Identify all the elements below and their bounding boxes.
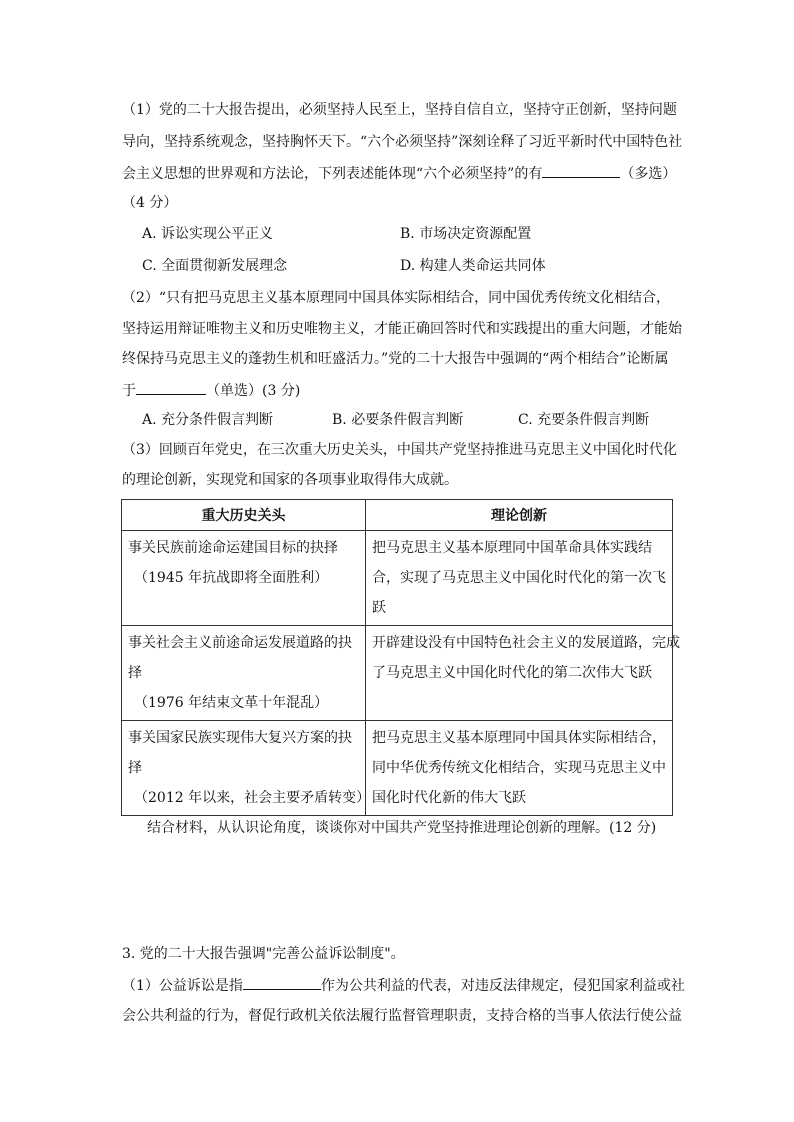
table-row [122, 721, 673, 816]
table-cell-innovation [366, 531, 673, 626]
table-cell-juncture [122, 721, 371, 816]
q1-score: （4 分） [122, 195, 178, 211]
table-row [122, 531, 673, 626]
q1-option-c: C. 全面贯彻新发展理念 [142, 258, 288, 274]
cell-text: 择 [128, 665, 142, 681]
table-cell-juncture [122, 626, 366, 721]
q2-option-a: A. 充分条件假言判断 [142, 412, 274, 428]
cell-text: 把马克思主义基本原理同中国具体实际相结合， [372, 730, 666, 746]
cell-text: 同中华优秀传统文化相结合，实现马克思主义中 [372, 760, 666, 776]
q2-line-1: （2）“只有把马克思主义基本原理同中国具体实际相结合，同中国优秀传统文化相结合， [122, 290, 671, 306]
table-header-innovation: 理论创新 [366, 500, 673, 531]
cell-text: 了马克思主义中国化时代化的第二次伟大飞跃 [372, 665, 652, 681]
q2-line-3: 终保持马克思主义的蓬勃生机和旺盛活力。”党的二十大报告中强调的“两个相结合”论断属 [122, 351, 669, 367]
cell-text: 事关民族前途命运建国目标的抉择 [128, 540, 338, 556]
q3-prompt: 结合材料，从认识论角度，谈谈你对中国共产党坚持推进理论创新的理解。(12 分) [147, 820, 657, 836]
cell-text: （1976 年结束文革十年混乱） [134, 695, 329, 711]
table-header-row [122, 500, 673, 531]
cell-text: 开辟建设没有中国特色社会主义的发展道路，完成 [372, 635, 680, 651]
q3-line-2: 的理论创新，实现党和国家的各项事业取得伟大成就。 [122, 472, 458, 488]
q2-line-2: 坚持运用辩证唯物主义和历史唯物主义，才能正确回答时代和实践提出的重大问题，才能始 [122, 321, 682, 337]
cell-text: （1945 年抗战即将全面胜利） [134, 570, 329, 586]
q2-option-c: C. 充要条件假言判断 [518, 412, 650, 428]
q1-option-b: B. 市场决定资源配置 [400, 226, 532, 242]
q3b-line-2: 会公共利益的行为，督促行政机关依法履行监督管理职责，支持合格的当事人依法行使公益 [122, 1008, 682, 1024]
table-row [122, 626, 673, 721]
table-header-junctures: 重大历史关头 [122, 500, 366, 531]
table-cell-innovation [366, 721, 673, 816]
cell-text: 事关社会主义前途命运发展道路的抉 [128, 635, 352, 651]
table-cell-juncture [122, 531, 366, 626]
q2-line-4 [122, 380, 300, 401]
cell-text: 择 [128, 760, 142, 776]
q1-line-1: （1）党的二十大报告提出，必须坚持人民至上，坚持自信自立，坚持守正创新，坚持问题 [122, 102, 677, 118]
q2-line-4-prefix: 于 [122, 383, 136, 399]
history-table [121, 499, 680, 816]
cell-text: （2012 年以来，社会主要矛盾转变） [134, 790, 371, 806]
cell-text: 合，实现了马克思主义中国化时代化的第一次飞 [372, 570, 666, 586]
q1-line-3-text: 会主义思想的世界观和方法论，下列表述能体现“六个必须坚持”的有 [122, 166, 543, 182]
q3b-title: 3. 党的二十大报告强调"完善公益诉讼制度"。 [122, 946, 405, 962]
q1-line-2: 导向，坚持系统观念，坚持胸怀天下。“六个必须坚持”深刻诠释了习近平新时代中国特色社 [122, 134, 683, 150]
q1-option-a: A. 诉讼实现公平正义 [142, 226, 274, 242]
cell-text: 把马克思主义基本原理同中国革命具体实践结 [372, 540, 652, 556]
q3b-line-1-suffix: 作为公共利益的代表，对违反法律规定，侵犯国家利益或社 [320, 978, 685, 994]
table-cell-innovation [366, 626, 680, 721]
q1-option-d: D. 构建人类命运共同体 [400, 258, 546, 274]
q2-option-b: B. 必要条件假言判断 [332, 412, 464, 428]
q3-line-1: （3）回顾百年党史，在三次重大历史关头，中国共产党坚持推进马克思主义中国化时代化 [122, 442, 677, 458]
cell-text: 国化时代化新的伟大飞跃 [372, 790, 526, 806]
q3b-line-1 [122, 975, 685, 996]
cell-text: 事关国家民族实现伟大复兴方案的抉 [128, 730, 352, 746]
q3b-line-1-prefix: （1）公益诉讼是指 [122, 978, 243, 994]
q2-type-note: （单选）(3 分) [206, 383, 301, 399]
q1-line-3 [122, 163, 676, 184]
q1-answer-blank[interactable] [542, 163, 620, 178]
q3b-answer-blank[interactable] [243, 975, 321, 990]
cell-text: 跃 [372, 600, 386, 616]
q1-type-note: （多选） [620, 166, 677, 182]
q2-answer-blank[interactable] [136, 380, 206, 395]
